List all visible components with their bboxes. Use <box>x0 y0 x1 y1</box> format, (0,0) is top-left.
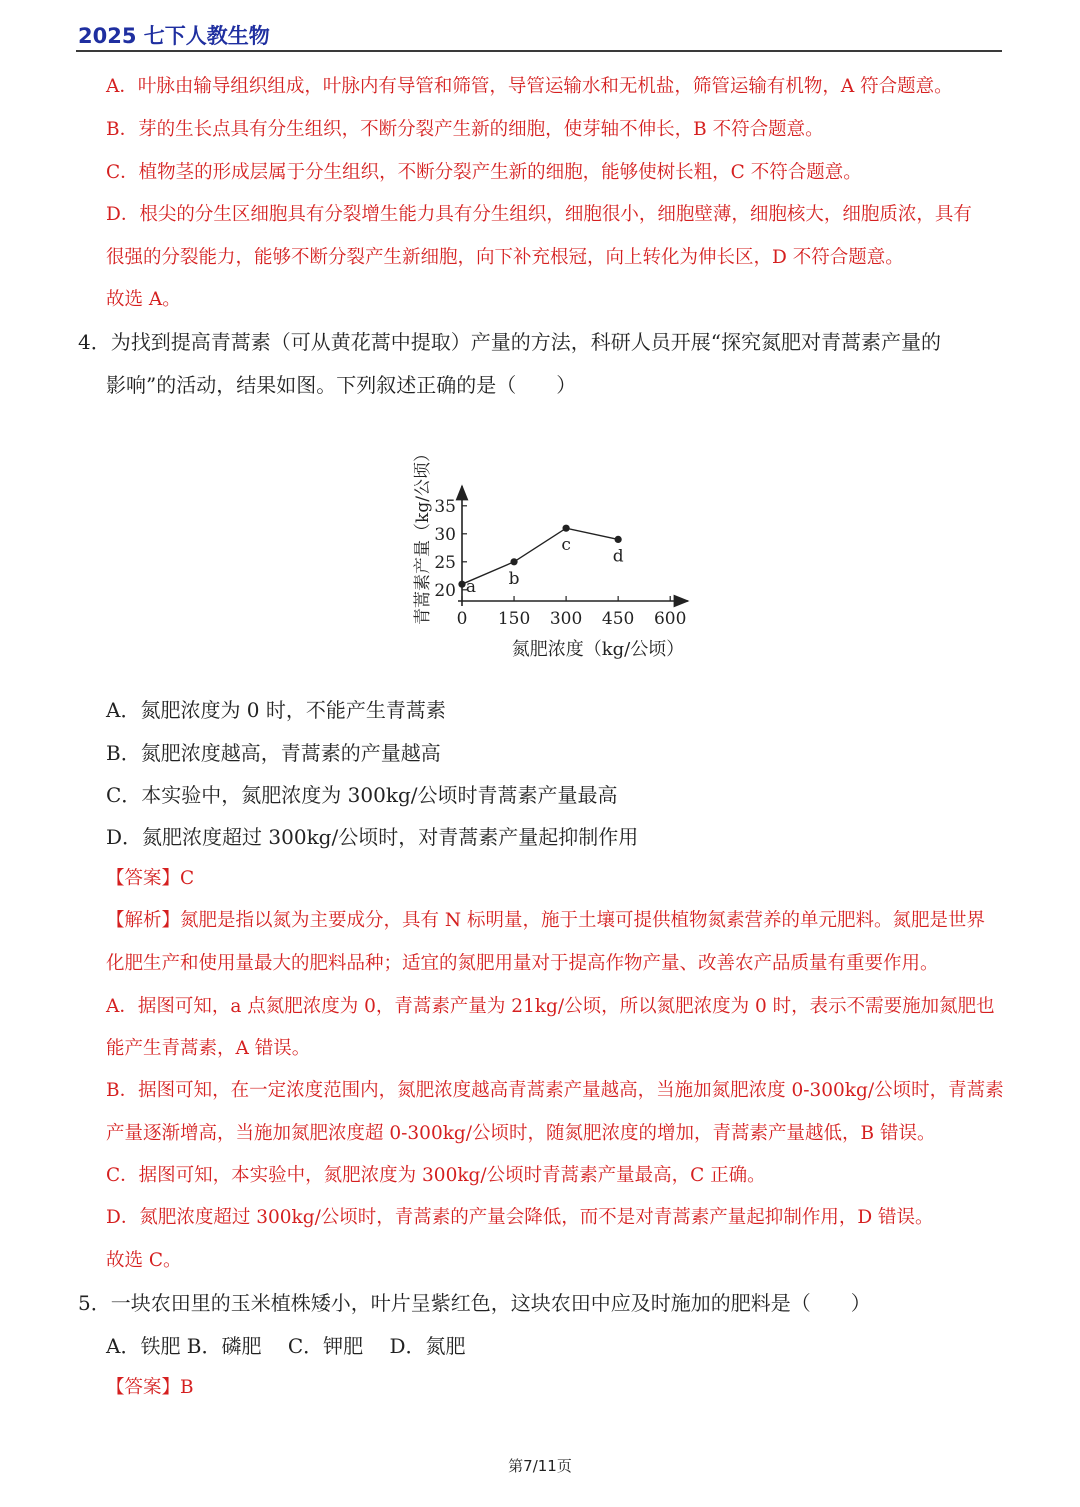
data-point-a <box>458 581 465 588</box>
x-tick-label: 450 <box>601 609 635 629</box>
q3-analysis-a: A．叶脉由输导组织组成，叶脉内有导管和筛管，导管运输水和无机盐，筛管运输有机物，A 符合题意。 <box>106 76 953 97</box>
q4-analysis-line1: 【解析】氮肥是指以氮为主要成分，具有 N 标明量，施于土壤可提供植物氮素营养的单元肥料。氮肥是世界 <box>106 910 985 931</box>
data-point-d <box>615 536 622 543</box>
q4-option-c: C．本实验中，氮肥浓度为 300kg/公顷时青蒿素产量最高 <box>106 783 618 807</box>
q5-options: A．铁肥 B．磷肥 C．钾肥 D．氮肥 <box>106 1334 466 1358</box>
y-tick-label: 30 <box>434 524 456 545</box>
q4-choose: 故选 C。 <box>106 1250 182 1271</box>
q5-stem: 5．一块农田里的玉米植株矮小，叶片呈紫红色，这块农田中应及时施加的肥料是（ ） <box>78 1291 871 1315</box>
q3-analysis-d-line2: 很强的分裂能力，能够不断分裂产生新细胞，向下补充根冠，向上转化为伸长区，D 不符合题意。 <box>106 247 904 268</box>
x-tick-label: 300 <box>549 609 583 629</box>
q4-answer: 【答案】C <box>106 868 195 889</box>
q5-answer: 【答案】B <box>106 1377 194 1398</box>
x-axis-label: 氮肥浓度（kg/公顷） <box>511 639 685 660</box>
data-point-b <box>510 558 517 565</box>
page-number: 第7/11页 <box>508 1457 572 1475</box>
x-tick-label: 0 <box>456 609 468 629</box>
y-tick-label: 25 <box>434 552 456 573</box>
q4-analysis-line2: 化肥生产和使用量最大的肥料品种；适宜的氮肥用量对于提高作物产量、改善农产品质量有重要作用。 <box>106 953 939 974</box>
header-divider <box>76 50 1002 52</box>
q4-option-a: A．氮肥浓度为 0 时，不能产生青蒿素 <box>106 698 446 722</box>
q3-analysis-c: C．植物茎的形成层属于分生组织，不断分裂产生新的细胞，能够使树长粗，C 不符合题意。 <box>106 162 862 183</box>
y-axis-label: 青蒿素产量（kg/公顷） <box>413 445 433 625</box>
point-label-b: b <box>508 568 520 589</box>
q4-stem-line2: 影响”的活动，结果如图。下列叙述正确的是（ ） <box>106 373 577 397</box>
q4-analysis-b-line1: B．据图可知，在一定浓度范围内，氮肥浓度越高青蒿素产量越高，当施加氮肥浓度 0-300kg/公顷时，青蒿素 <box>106 1080 1004 1101</box>
q4-analysis-a-line2: 能产生青蒿素，A 错误。 <box>106 1038 311 1059</box>
point-label-d: d <box>612 546 624 567</box>
point-label-a: a <box>465 577 477 598</box>
q3-analysis-d-line1: D．根尖的分生区细胞具有分裂增生能力具有分生组织，细胞很小，细胞壁薄，细胞核大，细胞质浓，具有 <box>106 204 972 225</box>
y-tick-label: 20 <box>434 580 456 601</box>
q4-analysis-c: C．据图可知，本实验中，氮肥浓度为 300kg/公顷时青蒿素产量最高，C 正确。 <box>106 1165 766 1186</box>
q4-stem-line1: 4．为找到提高青蒿素（可从黄花蒿中提取）产量的方法，科研人员开展“探究氮肥对青蒿素产量的 <box>78 330 941 354</box>
x-tick-label: 600 <box>653 609 687 629</box>
data-point-c <box>563 525 570 532</box>
y-tick-label: 35 <box>434 496 456 517</box>
q4-analysis-a-line1: A．据图可知，a 点氮肥浓度为 0，青蒿素产量为 21kg/公顷，所以氮肥浓度为 0 时，表示不需要施加氮肥也 <box>106 996 995 1017</box>
yield-series-line <box>462 528 618 584</box>
q3-choose: 故选 A。 <box>106 289 181 310</box>
q4-analysis-b-line2: 产量逐渐增高，当施加氮肥浓度超 0-300kg/公顷时，随氮肥浓度的增加，青蒿素产量越低，B 错误。 <box>106 1123 936 1144</box>
point-label-c: c <box>561 535 571 556</box>
q4-analysis-d: D．氮肥浓度超过 300kg/公顷时，青蒿素的产量会降低，而不是对青蒿素产量起抑制作用，D 错误。 <box>106 1207 934 1228</box>
document-header: 2025 七下人教生物 <box>78 24 270 48</box>
q4-option-b: B．氮肥浓度越高，青蒿素的产量越高 <box>106 741 441 765</box>
q3-analysis-b: B．芽的生长点具有分生组织，不断分裂产生新的细胞，使芽轴不伸长，B 不符合题意。 <box>106 119 824 140</box>
q4-option-d: D．氮肥浓度超过 300kg/公顷时，对青蒿素产量起抑制作用 <box>106 825 639 849</box>
x-tick-label: 150 <box>497 609 531 629</box>
artemisinin-yield-chart <box>400 420 720 670</box>
